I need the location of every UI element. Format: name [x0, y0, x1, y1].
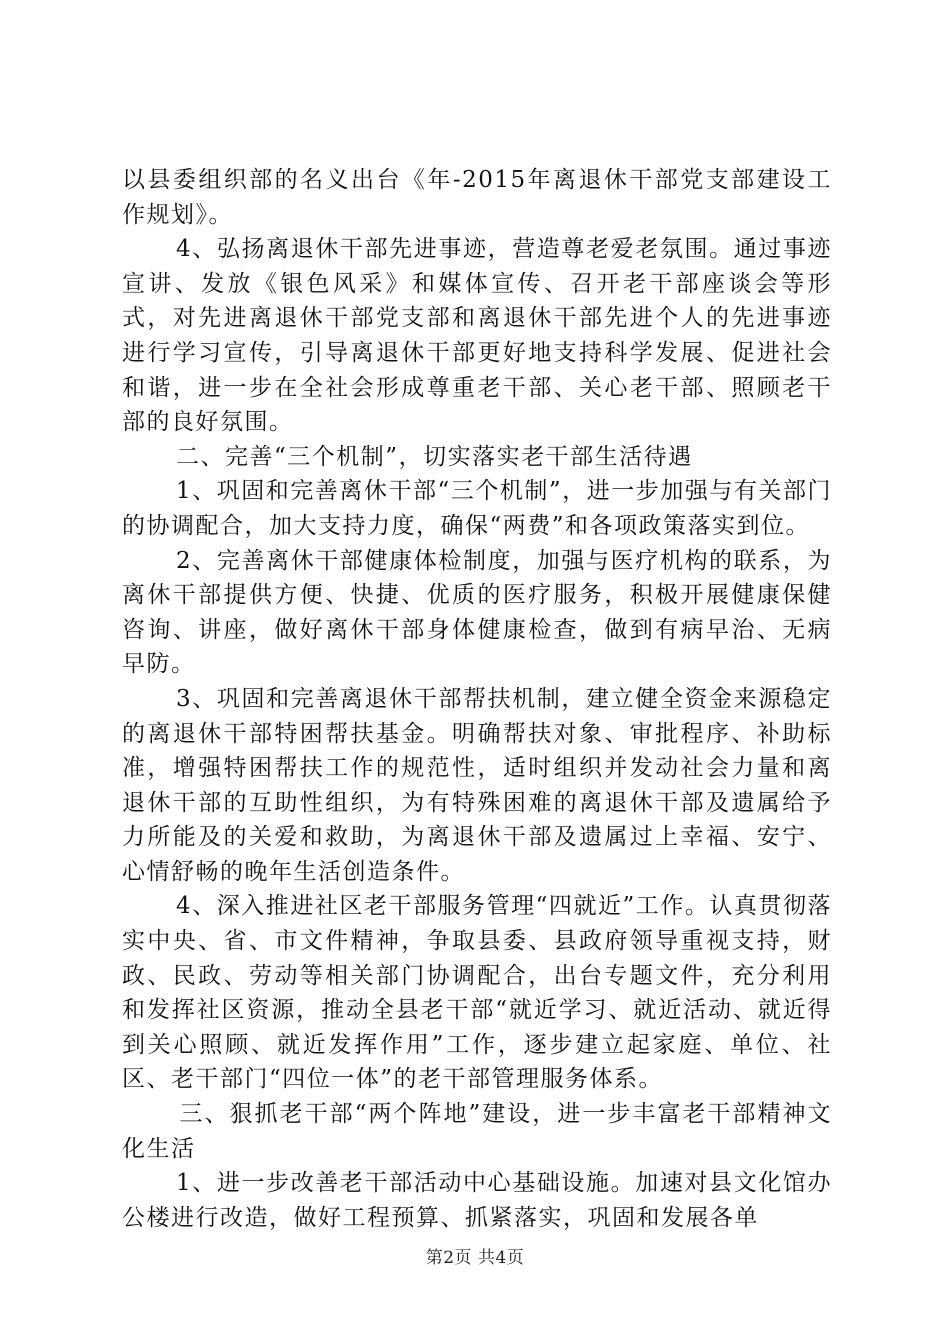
- section-heading-2: 二、完善“三个机制”，切实落实老干部生活待遇: [176, 443, 693, 470]
- page-number-footer: 第2页 共4页: [425, 1248, 525, 1268]
- paragraph-item-2-health: 2、完善离休干部健康体检制度，加强与医疗机构的联系，为离休干部提供方便、快捷、优质的医疗服务，积极开展健康保健咨询、讲座，做好离休干部身体健康检查，做到有病早治、无病早防。: [122, 547, 832, 678]
- paragraph-item-3-assistance: 3、巩固和完善离退休干部帮扶机制，建立健全资金来源稳定的离退休干部特困帮扶基金。明确帮扶对象、审批程序、补助标准，增强特困帮扶工作的规范性，适时组织并发动社会力量和离退休干部的互助性组织，为有特殊困难的离退休干部及遗属给予力所能及的关爱和救助，为离退休干部及遗属过上幸福、安宁、心情舒畅的晚年生活创造条件。: [122, 685, 832, 885]
- paragraph-item-4-elders: 4、弘扬离退休干部先进事迹，营造尊老爱老氛围。通过事迹宣讲、发放《银色风采》和媒体宣传、召开老干部座谈会等形式，对先进离退休干部党支部和离退休干部先进个人的先进事迹进行学习宣传，引导离退休干部更好地支持科学发展、促进社会和谐，进一步在全社会形成尊重老干部、关心老干部、照顾老干部的良好氛围。: [122, 236, 832, 436]
- section-heading-3: 三、狠抓老干部“两个阵地”建设，进一步丰富老干部精神文化生活: [122, 1101, 832, 1162]
- paragraph-item-1-facilities: 1、进一步改善老干部活动中心基础设施。加速对县文化馆办公楼进行改造，做好工程预算、抓紧落实，巩固和发展各单: [122, 1170, 832, 1231]
- paragraph-item-1-mechanism: 1、巩固和完善离休干部“三个机制”，进一步加强与有关部门的协调配合，加大支持力度，确保“两费”和各项政策落实到位。: [122, 478, 832, 539]
- paragraph-continuation: 以县委组织部的名义出台《年-2015年离退休干部党支部建设工作规划》。: [122, 167, 832, 228]
- document-body: [122, 163, 832, 1235]
- paragraph-item-4-community: 4、深入推进社区老干部服务管理“四就近”工作。认真贯彻落实中央、省、市文件精神，争取县委、县政府领导重视支持，财政、民政、劳动等相关部门协调配合，出台专题文件，充分利用和发挥社区资源，推动全县老干部“就近学习、就近活动、就近得到关心照顾、就近发挥作用”工作，逐步建立起家庭、单位、社区、老干部门“四位一体”的老干部管理服务体系。: [122, 893, 832, 1093]
